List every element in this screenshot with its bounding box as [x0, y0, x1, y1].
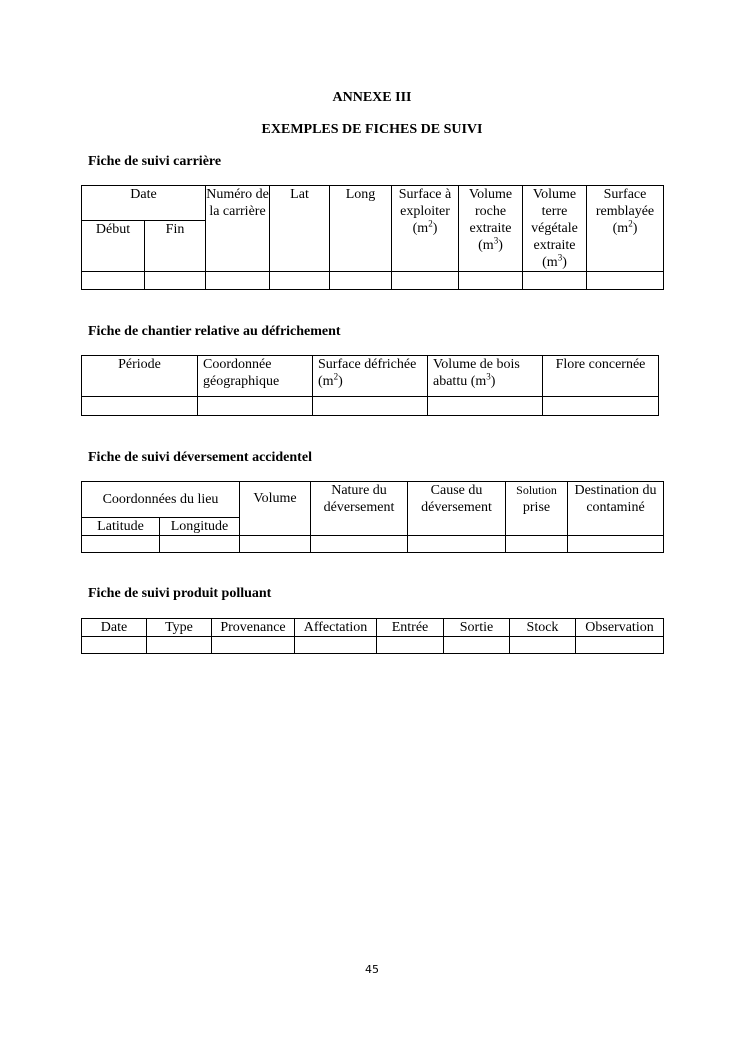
header-volume-terre: Volume terre végétale extraite $(m^3)$ [523, 186, 587, 272]
table-deversement [81, 481, 664, 553]
empty-cell [523, 272, 587, 290]
empty-cell [576, 637, 664, 654]
empty-cell [147, 637, 212, 654]
table-polluant [81, 618, 664, 654]
empty-cell [408, 536, 506, 553]
header-surface-exploiter: Surface à exploiter $(m^2)$ [392, 186, 459, 272]
empty-cell [313, 397, 428, 416]
empty-cell [212, 637, 295, 654]
header-long: Long [330, 186, 392, 272]
header-surface-remblayee: Surface remblayée $(m^2)$ [587, 186, 664, 272]
empty-cell [145, 272, 206, 290]
empty-cell [311, 536, 408, 553]
empty-cell [82, 536, 160, 553]
header-coordonnee: Coordonnée géographique [198, 356, 313, 397]
header-entree: Entrée [377, 619, 444, 637]
empty-cell [428, 397, 543, 416]
header-coordonnees-lieu: Coordonnées du lieu [82, 482, 240, 518]
empty-cell [510, 637, 576, 654]
header-latitude: Latitude [82, 518, 160, 536]
header-observation: Observation [576, 619, 664, 637]
header-type: Type [147, 619, 212, 637]
empty-cell [444, 637, 510, 654]
header-stock: Stock [510, 619, 576, 637]
header-volume-roche: Volume roche extraite $(m^3)$ [459, 186, 523, 272]
empty-cell [206, 272, 270, 290]
empty-cell [459, 272, 523, 290]
empty-cell [198, 397, 313, 416]
empty-cell [82, 397, 198, 416]
empty-cell [82, 637, 147, 654]
header-destination: Destination du contaminé [568, 482, 664, 536]
empty-cell [587, 272, 664, 290]
header-sortie: Sortie [444, 619, 510, 637]
table-defrichement [81, 355, 659, 416]
header-date: Date [82, 186, 206, 221]
header-nature: Nature du déversement [311, 482, 408, 536]
main-title: EXEMPLES DE FICHES DE SUIVI [261, 122, 483, 137]
header-date: Date [82, 619, 147, 637]
empty-cell [392, 272, 459, 290]
section-title-carriere: Fiche de suivi carrière [88, 154, 222, 169]
empty-row [82, 272, 664, 290]
empty-cell [330, 272, 392, 290]
empty-cell [240, 536, 311, 553]
empty-cell [295, 637, 377, 654]
section-title-defrichement: Fiche de chantier relative au défrichement [88, 324, 341, 339]
header-affectation: Affectation [295, 619, 377, 637]
header-volume: Volume [240, 482, 311, 536]
header-cause: Cause du déversement [408, 482, 506, 536]
header-periode: Période [82, 356, 198, 397]
header-debut: Début [82, 221, 145, 272]
header-numero: Numéro de la carrière [206, 186, 270, 272]
annex-title: ANNEXE III [332, 90, 412, 105]
empty-cell [543, 397, 659, 416]
page-number: 45 [365, 963, 379, 976]
empty-row [82, 536, 664, 553]
header-volume-bois: Volume de bois abattu $(m^3)$ [428, 356, 543, 397]
header-longitude: Longitude [160, 518, 240, 536]
empty-row [82, 397, 659, 416]
empty-row [82, 637, 664, 654]
empty-cell [82, 272, 145, 290]
header-lat: Lat [270, 186, 330, 272]
header-flore: Flore concernée [543, 356, 659, 397]
empty-cell [160, 536, 240, 553]
header-solution-prise: Solution prise [506, 482, 568, 536]
header-fin: Fin [145, 221, 206, 272]
empty-cell [270, 272, 330, 290]
empty-cell [377, 637, 444, 654]
empty-cell [506, 536, 568, 553]
section-title-polluant: Fiche de suivi produit polluant [88, 586, 272, 601]
section-title-deversement: Fiche de suivi déversement accidentel [88, 450, 312, 465]
table-carriere [81, 185, 664, 290]
header-surface-defrichee: Surface défrichée $(m^2)$ [313, 356, 428, 397]
empty-cell [568, 536, 664, 553]
header-provenance: Provenance [212, 619, 295, 637]
